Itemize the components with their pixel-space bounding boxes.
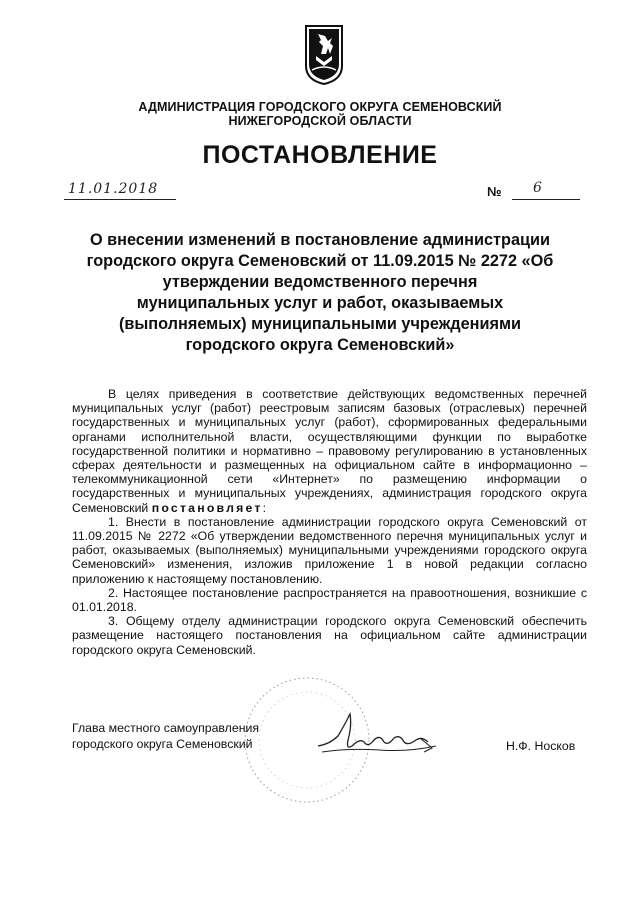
handwritten-signature bbox=[308, 706, 458, 770]
document-number: 6 bbox=[533, 180, 542, 196]
signatory-position-line: городского округа Семеновский bbox=[72, 737, 253, 751]
title-line: утверждении ведомственного перечня bbox=[162, 273, 478, 291]
resolves-colon: : bbox=[262, 500, 267, 515]
resolves-word: постановляет bbox=[151, 500, 263, 515]
title-line: О внесении изменений в постановление администрации bbox=[89, 231, 551, 249]
item-paragraph-2: 2. Настоящее постановление распространяется на правоотношения, возникшие с 01.01.2018. bbox=[72, 585, 587, 615]
document-date: 11.01.2018 bbox=[68, 181, 159, 197]
number-underline bbox=[512, 199, 580, 200]
signatory-position-line: Глава местного самоуправления bbox=[72, 721, 260, 735]
title-line: (выполняемых) муниципальными учреждениями bbox=[118, 315, 522, 333]
document-title bbox=[70, 230, 570, 356]
title-line: муниципальных услуг и работ, оказываемых bbox=[136, 294, 504, 312]
document-body bbox=[72, 387, 587, 657]
item-paragraph-3: 3. Общему отделу администрации городского округа Семеновский обеспечить размещение настоящего постановления на официальном сайте администрации городского округа Семеновский. bbox=[72, 614, 587, 657]
coat-of-arms-icon bbox=[304, 24, 344, 86]
title-line: городского округа Семеновский от 11.09.2015 № 2272 «Об bbox=[86, 252, 554, 270]
preamble-paragraph bbox=[72, 387, 587, 515]
title-line: городского округа Семеновский» bbox=[185, 336, 455, 354]
signatory-position bbox=[72, 720, 259, 752]
preamble-text: В целях приведения в соответствие действующих ведомственных перечней муниципальных услуг (работ) реестровым записям базовых (отраслевых) перечней государственных и муниципальных услуг (работ), сформированных федеральными органами исполнительной власти, осуществляющими функции по выработке государственной политики и нормативно – правовому регулированию в установленных сферах деятельности и размещенных на официальном сайте в информационно – телекоммуникационной сети «Интернет» по размещению информации о государственных и муниципальных учреждениях, администрация городского округа Семеновский bbox=[72, 387, 587, 515]
number-label: № bbox=[487, 184, 502, 199]
organization-region: НИЖЕГОРОДСКОЙ ОБЛАСТИ bbox=[228, 114, 412, 128]
document-type: ПОСТАНОВЛЕНИЕ bbox=[202, 141, 438, 169]
date-underline bbox=[64, 199, 176, 200]
organization-name: АДМИНИСТРАЦИЯ ГОРОДСКОГО ОКРУГА СЕМЕНОВСКИЙ bbox=[138, 100, 502, 114]
item-paragraph-1: 1. Внести в постановление администрации городского округа Семеновский от 11.09.2015 № 2272 «Об утверждении ведомственного перечня муниципальных услуг и работ, оказываемых (выполняемых) муниципальными учреждениями городского округа Семеновский» изменения, изложив приложение 1 в новой редакции согласно приложению к настоящему постановлению. bbox=[72, 514, 587, 586]
signatory-name: Н.Ф. Носков bbox=[506, 739, 576, 753]
